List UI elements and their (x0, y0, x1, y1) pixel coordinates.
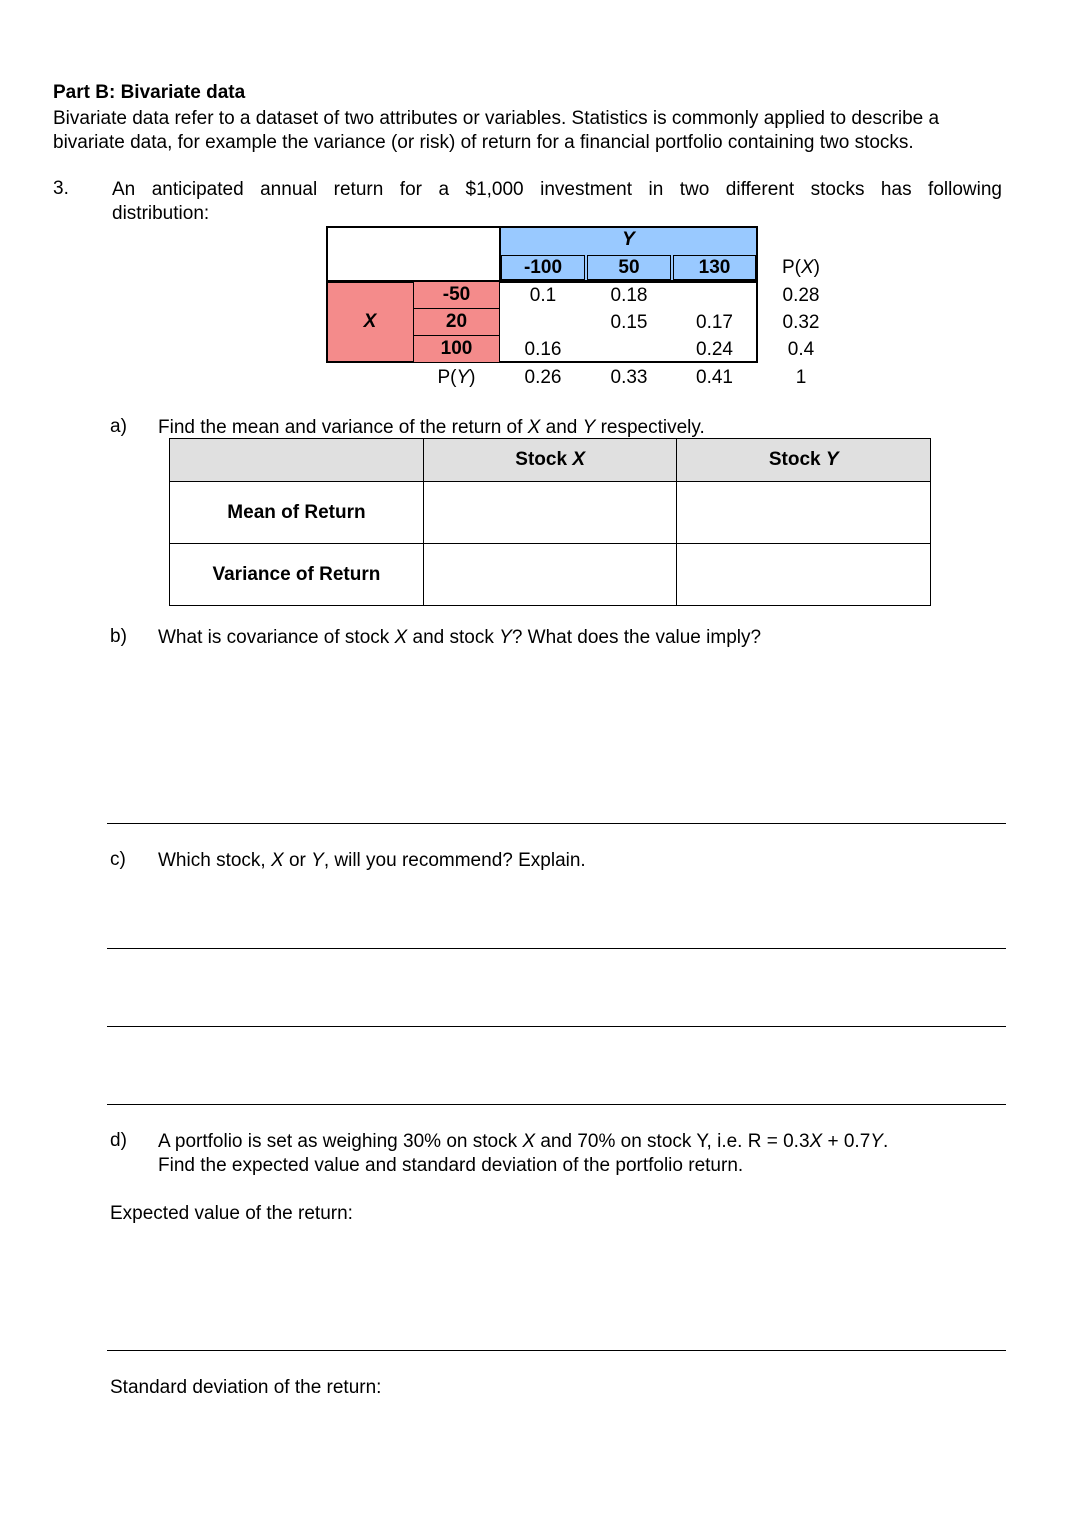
py-label-y: Y (456, 366, 470, 388)
part-d-line1-pre: A portfolio is set as weighing 30% on stock (158, 1131, 523, 1152)
total-probability: 1 (795, 366, 807, 388)
part-b-label: b) (110, 626, 127, 647)
part-a-text-pre: Find the mean and variance of the return of (158, 417, 528, 438)
py-label: P( Y ) (437, 366, 476, 388)
px-header-x: X (800, 257, 814, 278)
part-a-text-post: respectively. (595, 417, 705, 438)
part-d-line1-end: . (882, 1131, 889, 1152)
y-value-3: 130 (673, 255, 756, 280)
px-value-3: 0.4 (787, 338, 815, 360)
answer-line-c3[interactable] (107, 1104, 1006, 1105)
joint-prob-r2c1 (501, 309, 585, 336)
corner-box (326, 226, 500, 282)
part-b-text (158, 626, 1008, 650)
py-value-2: 0.33 (610, 366, 648, 388)
px-value-1: 0.28 (782, 284, 820, 306)
answer-line-b[interactable] (107, 823, 1006, 824)
answer-table (169, 438, 931, 606)
answer-line-d1[interactable] (107, 1350, 1006, 1351)
part-a-text-x: X (527, 417, 541, 438)
py-value-3: 0.41 (696, 366, 733, 388)
answer-line-c2[interactable] (107, 1026, 1006, 1027)
row-variance-label: Variance of Return (170, 544, 424, 606)
col-stock-x-var: X (572, 449, 585, 470)
section-intro: Bivariate data refer to a dataset of two attributes or variables. Statistics is commonly applied to describe a bivariate data, for example the variance (or risk) of return for a financial portfolio containing two stocks. (53, 108, 940, 153)
part-a-label: a) (110, 416, 127, 437)
part-b-text-y: Y (499, 627, 512, 648)
part-d-text (158, 1130, 1008, 1178)
part-d-line1-x: X (522, 1131, 536, 1152)
joint-prob-r1c2: 0.18 (610, 284, 648, 306)
part-c-text-x: X (270, 850, 284, 871)
joint-prob-r2c2: 0.15 (610, 311, 648, 333)
y-label: Y (622, 229, 635, 250)
joint-prob-r3c2 (587, 336, 671, 363)
part-b-text-post: ? What does the value imply? (511, 627, 762, 648)
mean-y-answer[interactable] (677, 482, 931, 544)
variance-y-answer[interactable] (677, 544, 931, 606)
row-mean (170, 482, 931, 544)
x-value-1: -50 (413, 281, 500, 309)
col-stock-y-var: Y (825, 449, 839, 470)
y-value-2: 50 (587, 255, 671, 280)
joint-prob-r2c3: 0.17 (696, 311, 733, 333)
col-stock-x (423, 439, 677, 482)
answer-line-c1[interactable] (107, 948, 1006, 949)
px-header: P( X ) (781, 257, 820, 278)
col-stock-y (677, 439, 931, 482)
part-c-text-y: Y (311, 850, 324, 871)
part-c-text-mid: or (283, 850, 312, 871)
joint-prob-r3c1: 0.16 (524, 338, 562, 360)
part-d-line1-y: Y (870, 1131, 883, 1152)
question-text (112, 178, 1002, 226)
section-title: Part B: Bivariate data (53, 82, 246, 103)
mean-x-answer[interactable] (423, 482, 677, 544)
x-value-3: 100 (413, 335, 500, 363)
part-b-text-mid: and stock (407, 627, 500, 648)
part-b-text-x: X (394, 627, 408, 648)
part-d-line2: Find the expected value and standard deviation of the portfolio return. (158, 1155, 744, 1176)
y-value-1: -100 (501, 255, 585, 280)
row-mean-label: Mean of Return (170, 482, 424, 544)
question-text-line1: An anticipated annual return for a $1,000 investment in two different stocks has following (112, 179, 1002, 200)
part-a-text-y: Y (582, 417, 596, 438)
col-stock-x-label: Stock (515, 449, 573, 470)
row-variance (170, 544, 931, 606)
x-value-2: 20 (413, 308, 500, 336)
col-stock-y-label: Stock (768, 449, 826, 470)
answer-table-header (170, 439, 931, 482)
expected-value-label: Expected value of the return: (110, 1203, 353, 1224)
part-d-line1-mid: and 70% on stock Y, i.e. R = 0.3 (535, 1131, 810, 1152)
standard-deviation-label: Standard deviation of the return: (110, 1377, 382, 1398)
answer-table-corner (170, 439, 424, 482)
distribution-table (326, 226, 836, 396)
variance-x-answer[interactable] (423, 544, 677, 606)
part-c-text (158, 849, 1008, 873)
py-value-1: 0.26 (524, 366, 562, 388)
part-c-label: c) (110, 849, 126, 870)
joint-prob-r3c3: 0.24 (696, 338, 733, 360)
part-d-line1-x2: X (809, 1131, 823, 1152)
question-text-line2: distribution: (112, 203, 210, 224)
part-c-text-pre: Which stock, (158, 850, 271, 871)
part-d-line1 (158, 1130, 1008, 1154)
x-label: X (363, 311, 377, 332)
joint-prob-r1c3 (673, 282, 756, 309)
part-a-text-mid: and (540, 417, 583, 438)
part-d-label: d) (110, 1130, 127, 1151)
part-d-line1-plus: + 0.7 (822, 1131, 871, 1152)
joint-prob-r1c1: 0.1 (529, 284, 557, 306)
px-value-2: 0.32 (782, 311, 820, 333)
part-a-text (158, 416, 1008, 440)
part-c-text-post: , will you recommend? Explain. (323, 850, 586, 871)
part-b-text-pre: What is covariance of stock (158, 627, 395, 648)
question-number: 3. (53, 178, 69, 199)
